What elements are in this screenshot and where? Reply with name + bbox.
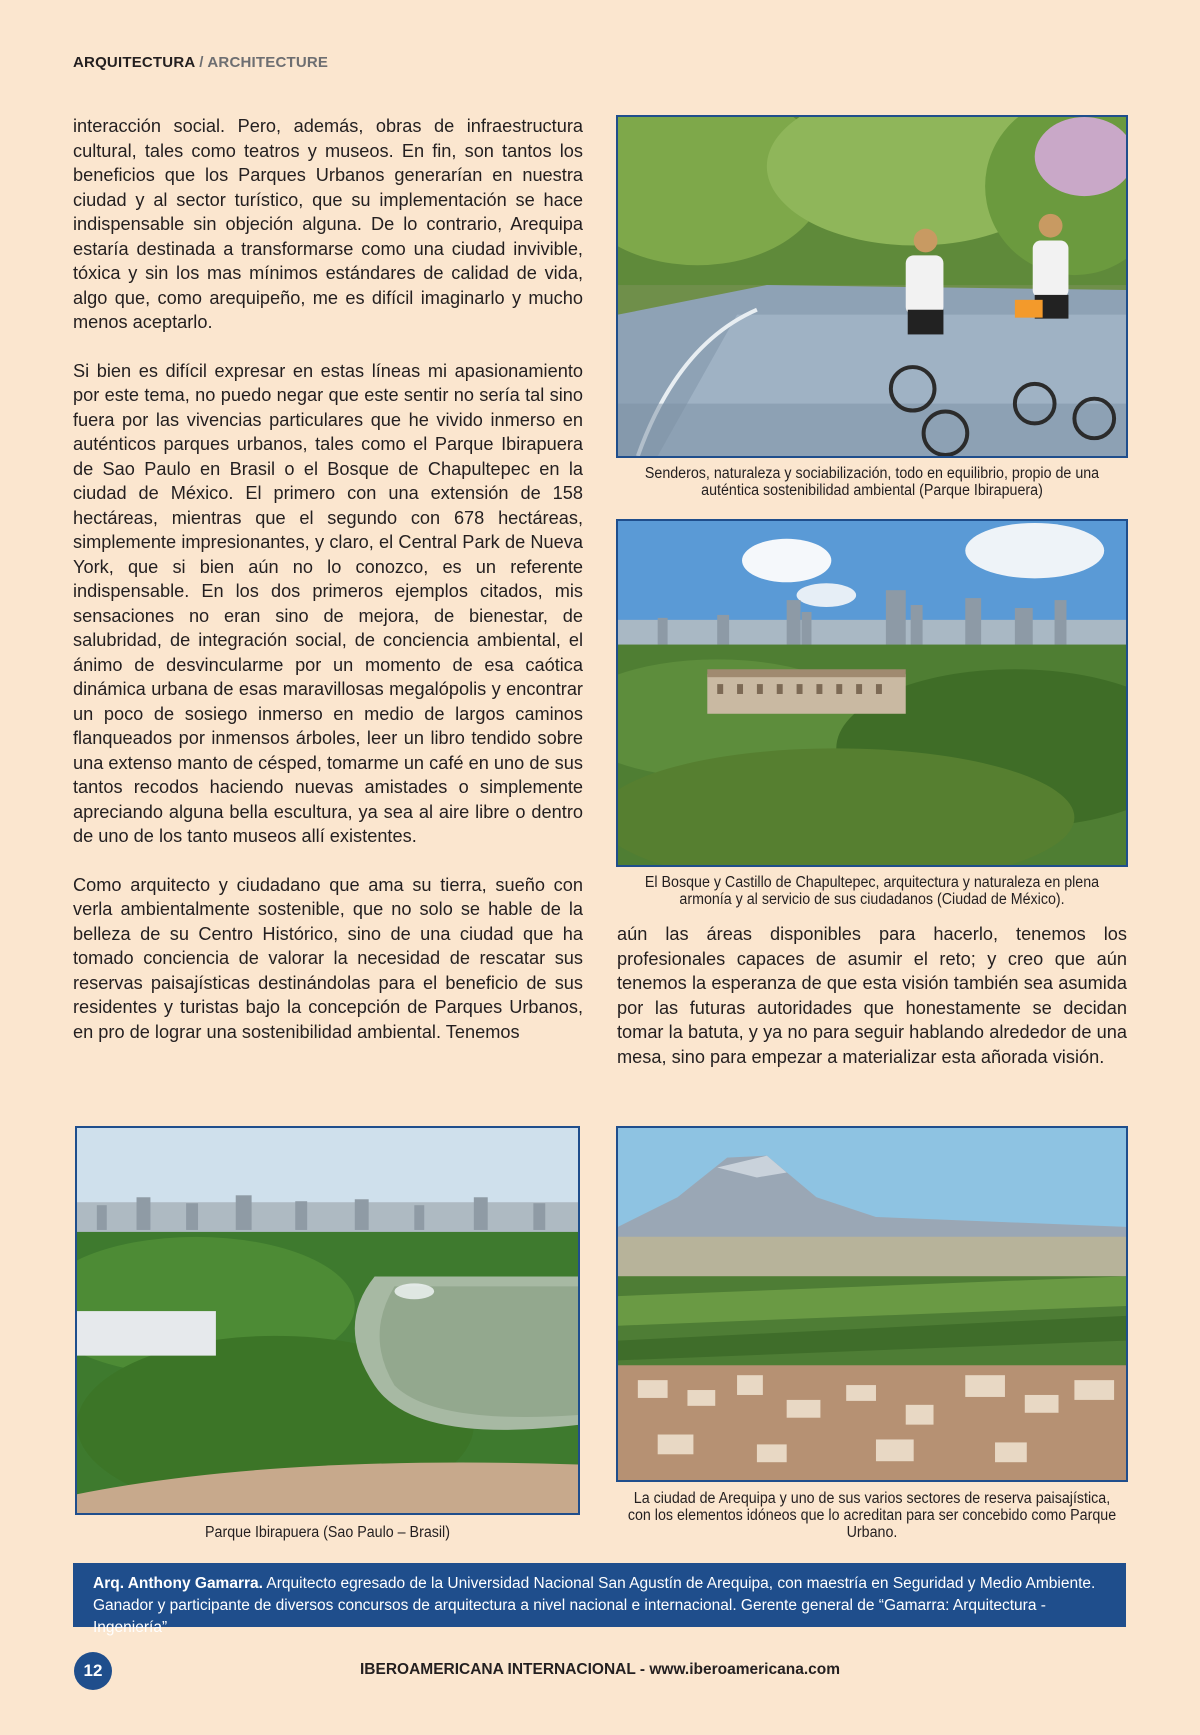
paragraph-2: Si bien es difícil expresar en estas líneas mi apasionamiento por este tema, no puedo negar que este sentir no sería tal sino fuera por las vivencias particulares que he vivido inmerso en auténticos parques urbanos, tales como el Parque Ibirapuera de Sao Paulo en Brasil o el Bosque de Chapultepec en la ciudad de México. El primero con una extensión de 158 hectáreas, mientras que el segundo con 678 hectáreas, simplemente impresionantes, y claro, el Central Park de Nueva York, que si bien aún no lo conozco, es un referente indispensable. En los dos primeros ejemplos citados, mis sensaciones no eran sino de mejora, de bienestar, de salubridad, de integración social, de conciencia ambiental, el ánimo de desvincularme por un momento de esa caótica dinámica urbana de esas maravillosas megalópolis y encontrar un poco de sosiego inmerso en medio de largos caminos flanqueados por inmensos árboles, leer un libro tendido sobre una extenso manto de césped, tomarme un café en uno de sus tantos recodos haciendo nuevas amistades o simplemente apreciando alguna bella escultura, ya sea al aire libre o dentro de uno de los tanto museos allí existentes.	[73, 360, 583, 846]
paragraph-4: aún las áreas disponibles para hacerlo, tenemos los profesionales capaces de asumir el reto; y creo que aún tenemos la esperanza de que esta visión también sea asumida por las futuras autoridades que honestamente se decidan tomar la batuta, y ya no para seguir hablando alrededor de una mesa, sino para empezar a materializar esta añorada visión.	[617, 924, 1127, 1067]
photo-chapultepec	[616, 519, 1128, 867]
caption-photo-3: Parque Ibirapuera (Sao Paulo – Brasil)	[205, 1524, 450, 1541]
caption-photo-2: El Bosque y Castillo de Chapultepec, arquitectura y naturaleza en plena armonía y al servicio de sus ciudadanos (Ciudad de México).	[644, 874, 1100, 908]
photo-arequipa	[616, 1126, 1128, 1482]
section-separator: /	[194, 54, 208, 71]
right-text-column	[617, 922, 1127, 1069]
left-text-column	[73, 114, 583, 1044]
photo-ibirapuera-path	[616, 115, 1128, 458]
author-name: Arq. Anthony Gamarra.	[93, 1575, 263, 1592]
photo-ibirapuera-aerial	[75, 1126, 580, 1515]
paragraph-1: interacción social. Pero, además, obras de infraestructura cultural, tales como teatros y museos. En fin, son tantos los beneficios que los Parques Urbanos generarían en nuestra ciudad y al sector turístico, que su implementación se hace indispensable sin objeción alguna. De lo contrario, Arequipa estaría destinada a transformarse como una ciudad invivible, tóxica y sin los mas mínimos estándares de calidad de vida, algo que, como arequipeño, me es difícil imaginarlo y mucho menos aceptarlo.	[73, 116, 583, 332]
caption-photo-4: La ciudad de Arequipa y uno de sus varios sectores de reserva paisajística, con los elementos idóneos que lo acreditan para ser concebido como Parque Urbano.	[627, 1490, 1117, 1541]
caption-photo-1: Senderos, naturaleza y sociabilización, todo en equilibrio, propio de una auténtica sostenibilidad ambiental (Parque Ibirapuera)	[644, 465, 1100, 499]
paragraph-3: Como arquitecto y ciudadano que ama su tierra, sueño con verla ambientalmente sostenible, que no solo se hable de la belleza de su Centro Histórico, sino de una ciudad que ha tomado conciencia de valorar la necesidad de rescatar sus reservas paisajísticas destinándolas para el beneficio de sus residentes y turistas bajo la concepción de Parques Urbanos, en pro de lograr una sostenibilidad ambiental. Tenemos	[73, 874, 583, 1042]
section-header	[73, 54, 328, 71]
author-bio-box	[73, 1563, 1126, 1636]
author-description: Arquitecto egresado de la Universidad Nacional San Agustín de Arequipa, con maestría en Seguridad y Medio Ambiente. Ganador y participante de diversos concursos de arquitectura a nivel nacional e internacional. Gerente general de “Gamarra: Arquitectura - Ingeniería”	[93, 1575, 1096, 1636]
footer-publication: IBEROAMERICANA INTERNACIONAL - www.iberoamericana.com	[360, 1661, 840, 1678]
section-title: ARQUITECTURA	[73, 54, 195, 71]
page-number: 12	[74, 1652, 112, 1690]
section-title-english: ARCHITECTURE	[207, 54, 329, 71]
